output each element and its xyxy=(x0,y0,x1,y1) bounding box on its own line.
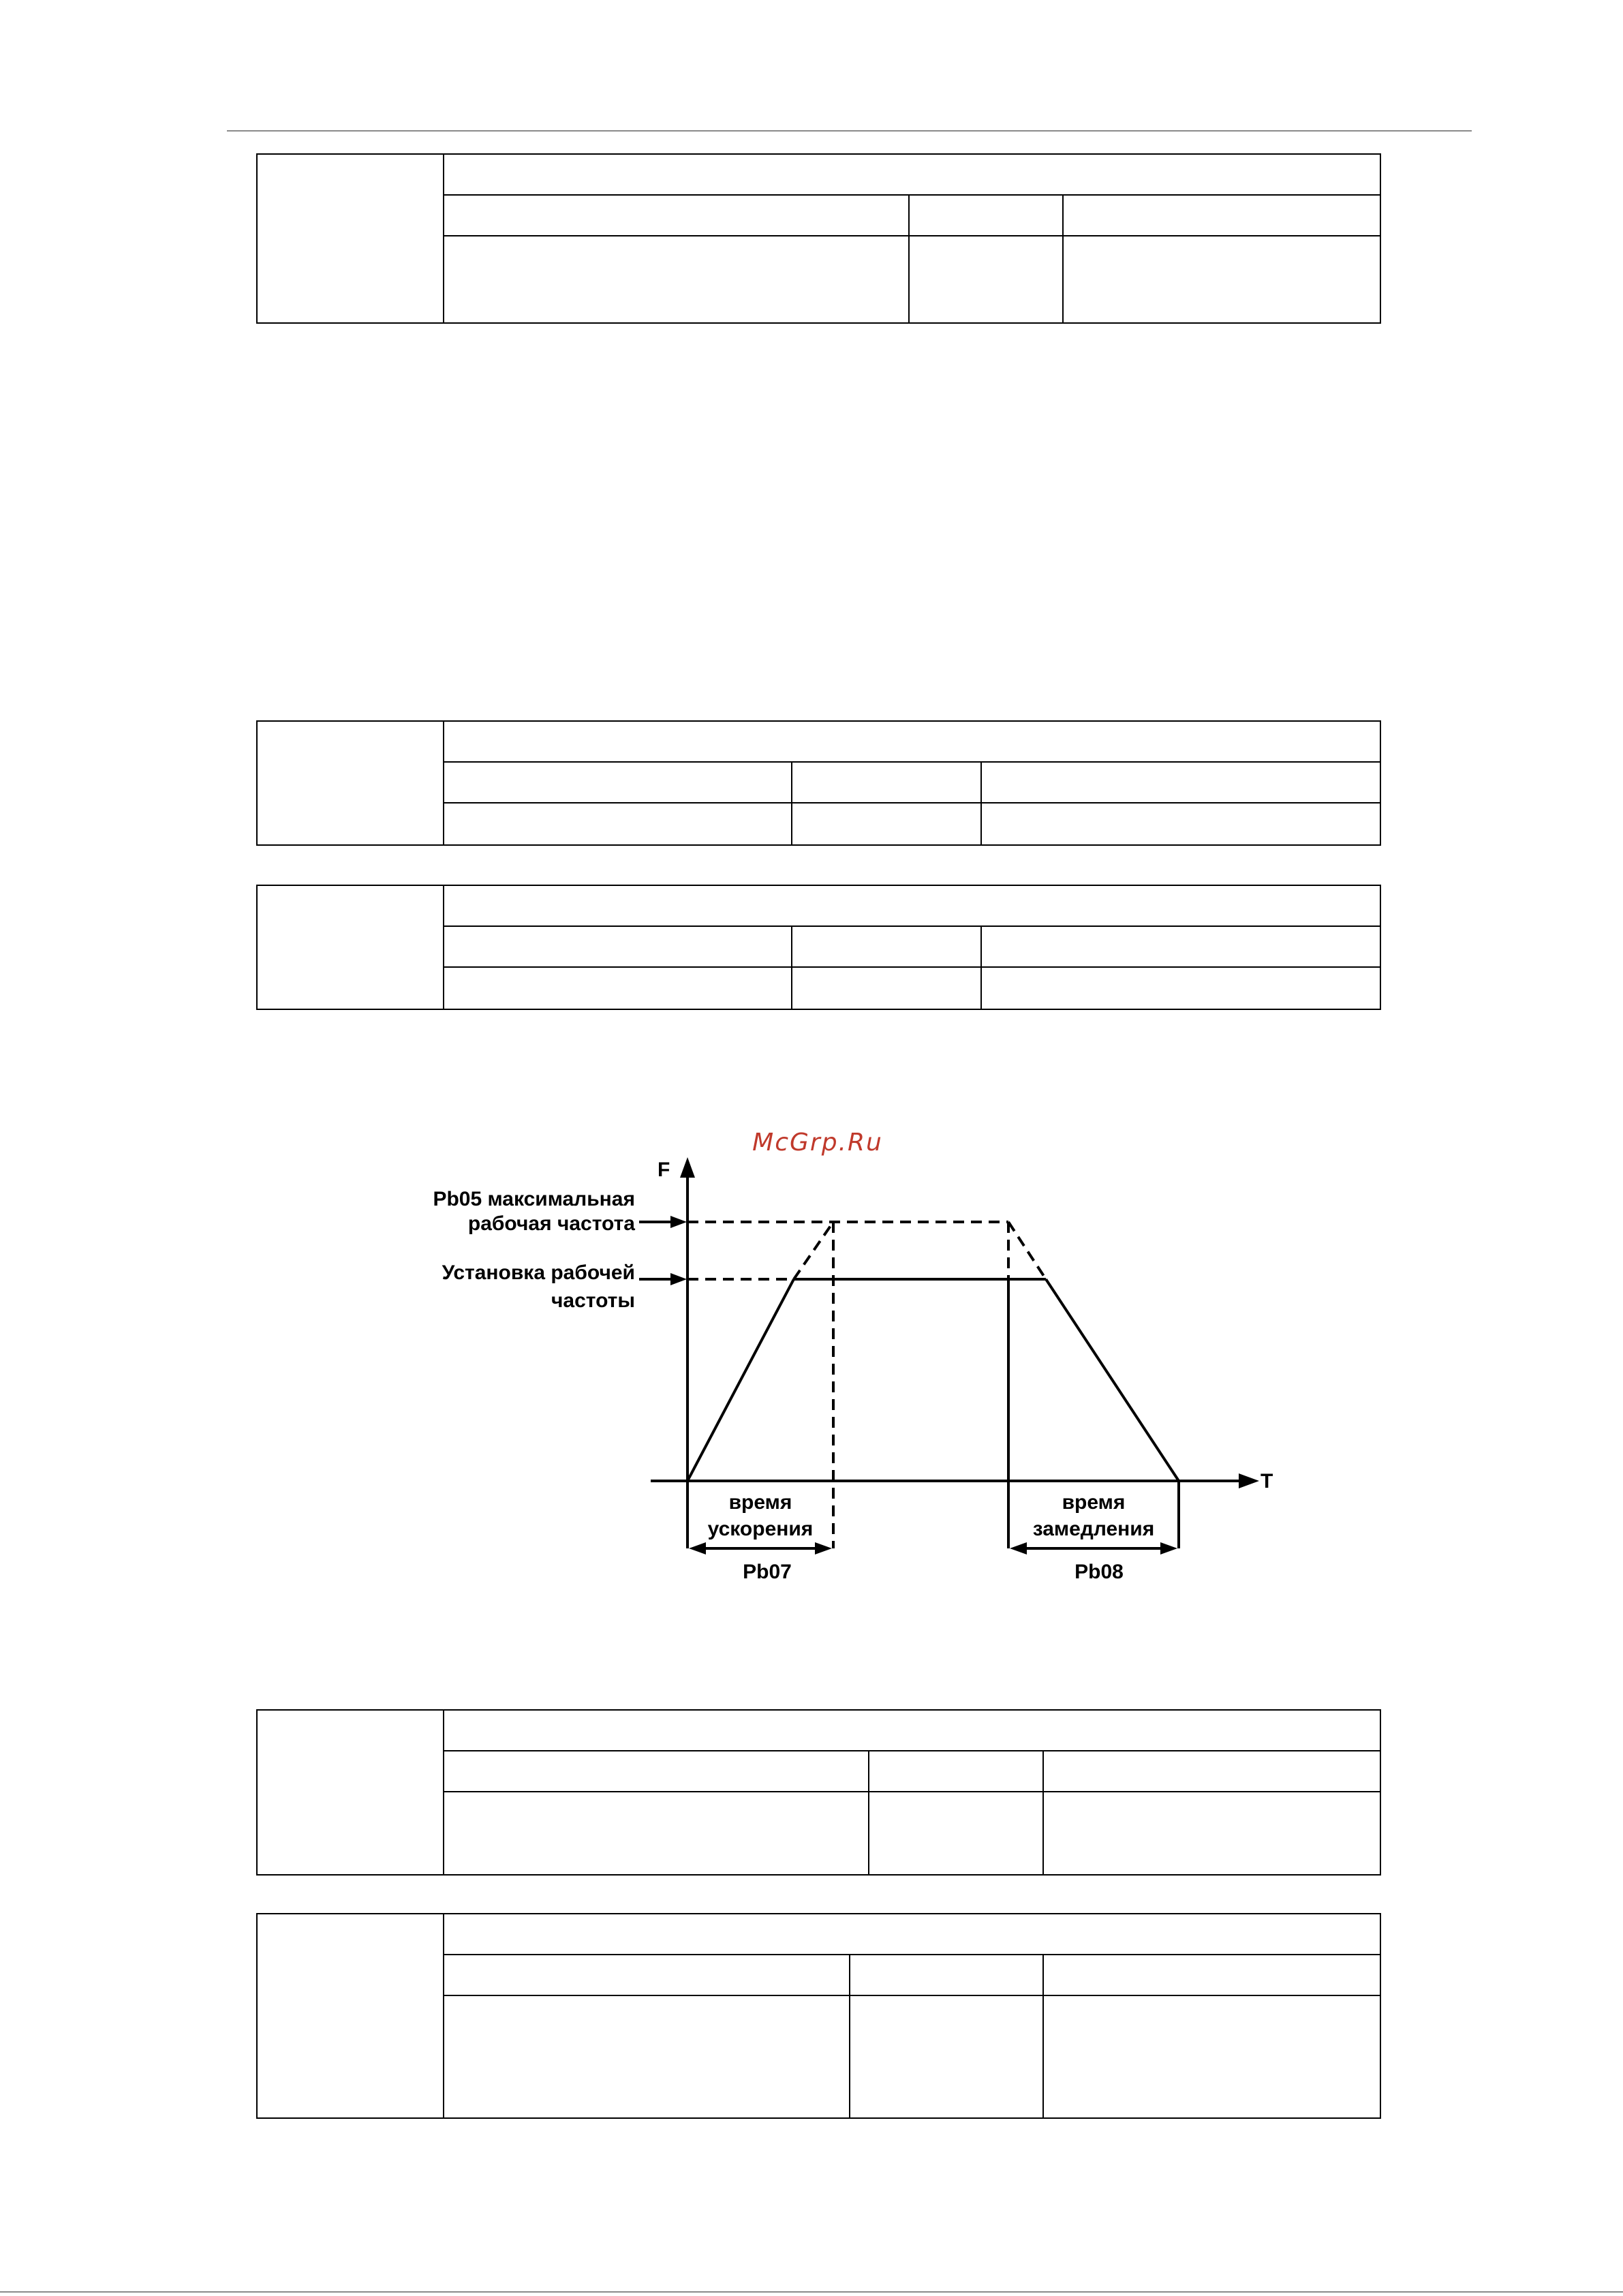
range-header-cell xyxy=(444,762,792,803)
range-header-cell xyxy=(444,1751,869,1792)
x-axis-arrow-icon xyxy=(1239,1473,1259,1488)
param-title-cell xyxy=(444,154,1380,195)
parameter-table-4 xyxy=(256,1709,1381,1876)
decel-param-label: Pb08 xyxy=(1075,1561,1124,1583)
watermark: McGrp.Ru xyxy=(752,1129,883,1157)
unit-header-cell xyxy=(792,762,981,803)
param-title-cell xyxy=(444,885,1380,926)
max-freq-label-line2: рабочая частота xyxy=(467,1212,635,1235)
param-code-cell xyxy=(257,721,444,845)
header-rule xyxy=(227,130,1472,132)
range-header-cell xyxy=(444,926,792,967)
default-value-cell xyxy=(1063,236,1380,323)
unit-value-cell xyxy=(909,236,1063,323)
accel-span-left-arrow-icon xyxy=(689,1542,706,1555)
unit-value-cell xyxy=(792,803,981,845)
decel-span-left-arrow-icon xyxy=(1010,1542,1027,1555)
parameter-table-2 xyxy=(256,720,1381,846)
param-code-cell xyxy=(257,885,444,1009)
range-header-cell xyxy=(444,195,909,236)
unit-value-cell xyxy=(792,967,981,1009)
range-value-cell xyxy=(444,1995,850,2118)
range-value-cell xyxy=(444,803,792,845)
unit-header-cell xyxy=(792,926,981,967)
y-axis-arrow-icon xyxy=(680,1157,695,1178)
default-value-cell xyxy=(1043,1792,1380,1875)
range-value-cell xyxy=(444,236,909,323)
range-value-cell xyxy=(444,1792,869,1875)
default-value-cell xyxy=(1043,1995,1380,2118)
default-value-cell xyxy=(981,803,1380,845)
range-value-cell xyxy=(444,967,792,1009)
unit-header-cell xyxy=(869,1751,1043,1792)
parameter-table-1 xyxy=(256,153,1381,324)
parameter-table-5 xyxy=(256,1913,1381,2119)
footer-rule xyxy=(0,2291,1623,2293)
default-header-cell xyxy=(1063,195,1380,236)
accel-decel-diagram xyxy=(395,1152,1281,1608)
default-value-cell xyxy=(981,967,1380,1009)
unit-header-cell xyxy=(909,195,1063,236)
default-header-cell xyxy=(981,926,1380,967)
max-freq-pointer-arrow-icon xyxy=(670,1216,687,1228)
param-code-cell xyxy=(257,1914,444,2118)
param-title-cell xyxy=(444,721,1380,762)
set-freq-pointer-arrow-icon xyxy=(670,1273,687,1285)
param-code-cell xyxy=(257,1710,444,1875)
axis-y-label: F xyxy=(658,1159,670,1181)
set-freq-label-line1: Установка рабочей xyxy=(442,1261,635,1284)
decel-time-label-line2: замедления xyxy=(1032,1518,1155,1540)
decel-ramp-extension xyxy=(1008,1222,1046,1279)
default-header-cell xyxy=(1043,1751,1380,1792)
default-header-cell xyxy=(1043,1955,1380,1995)
default-header-cell xyxy=(981,762,1380,803)
param-title-cell xyxy=(444,1914,1380,1955)
accel-ramp xyxy=(687,1279,794,1481)
accel-time-label-line1: время xyxy=(728,1491,792,1514)
axis-x-label: T xyxy=(1261,1470,1273,1493)
unit-header-cell xyxy=(850,1955,1043,1995)
max-freq-label-line1: Pb05 максимальная xyxy=(433,1188,635,1210)
accel-param-label: Pb07 xyxy=(743,1561,792,1583)
set-freq-label-line2: частоты xyxy=(551,1289,635,1312)
unit-value-cell xyxy=(869,1792,1043,1875)
accel-span-right-arrow-icon xyxy=(815,1542,832,1555)
accel-time-label-line2: ускорения xyxy=(707,1518,814,1540)
decel-ramp xyxy=(1046,1279,1179,1481)
range-header-cell xyxy=(444,1955,850,1995)
accel-ramp-extension xyxy=(794,1222,833,1279)
param-code-cell xyxy=(257,154,444,323)
decel-span-right-arrow-icon xyxy=(1160,1542,1177,1555)
param-title-cell xyxy=(444,1710,1380,1751)
decel-time-label-line1: время xyxy=(1062,1491,1126,1514)
unit-value-cell xyxy=(850,1995,1043,2118)
parameter-table-3 xyxy=(256,885,1381,1010)
